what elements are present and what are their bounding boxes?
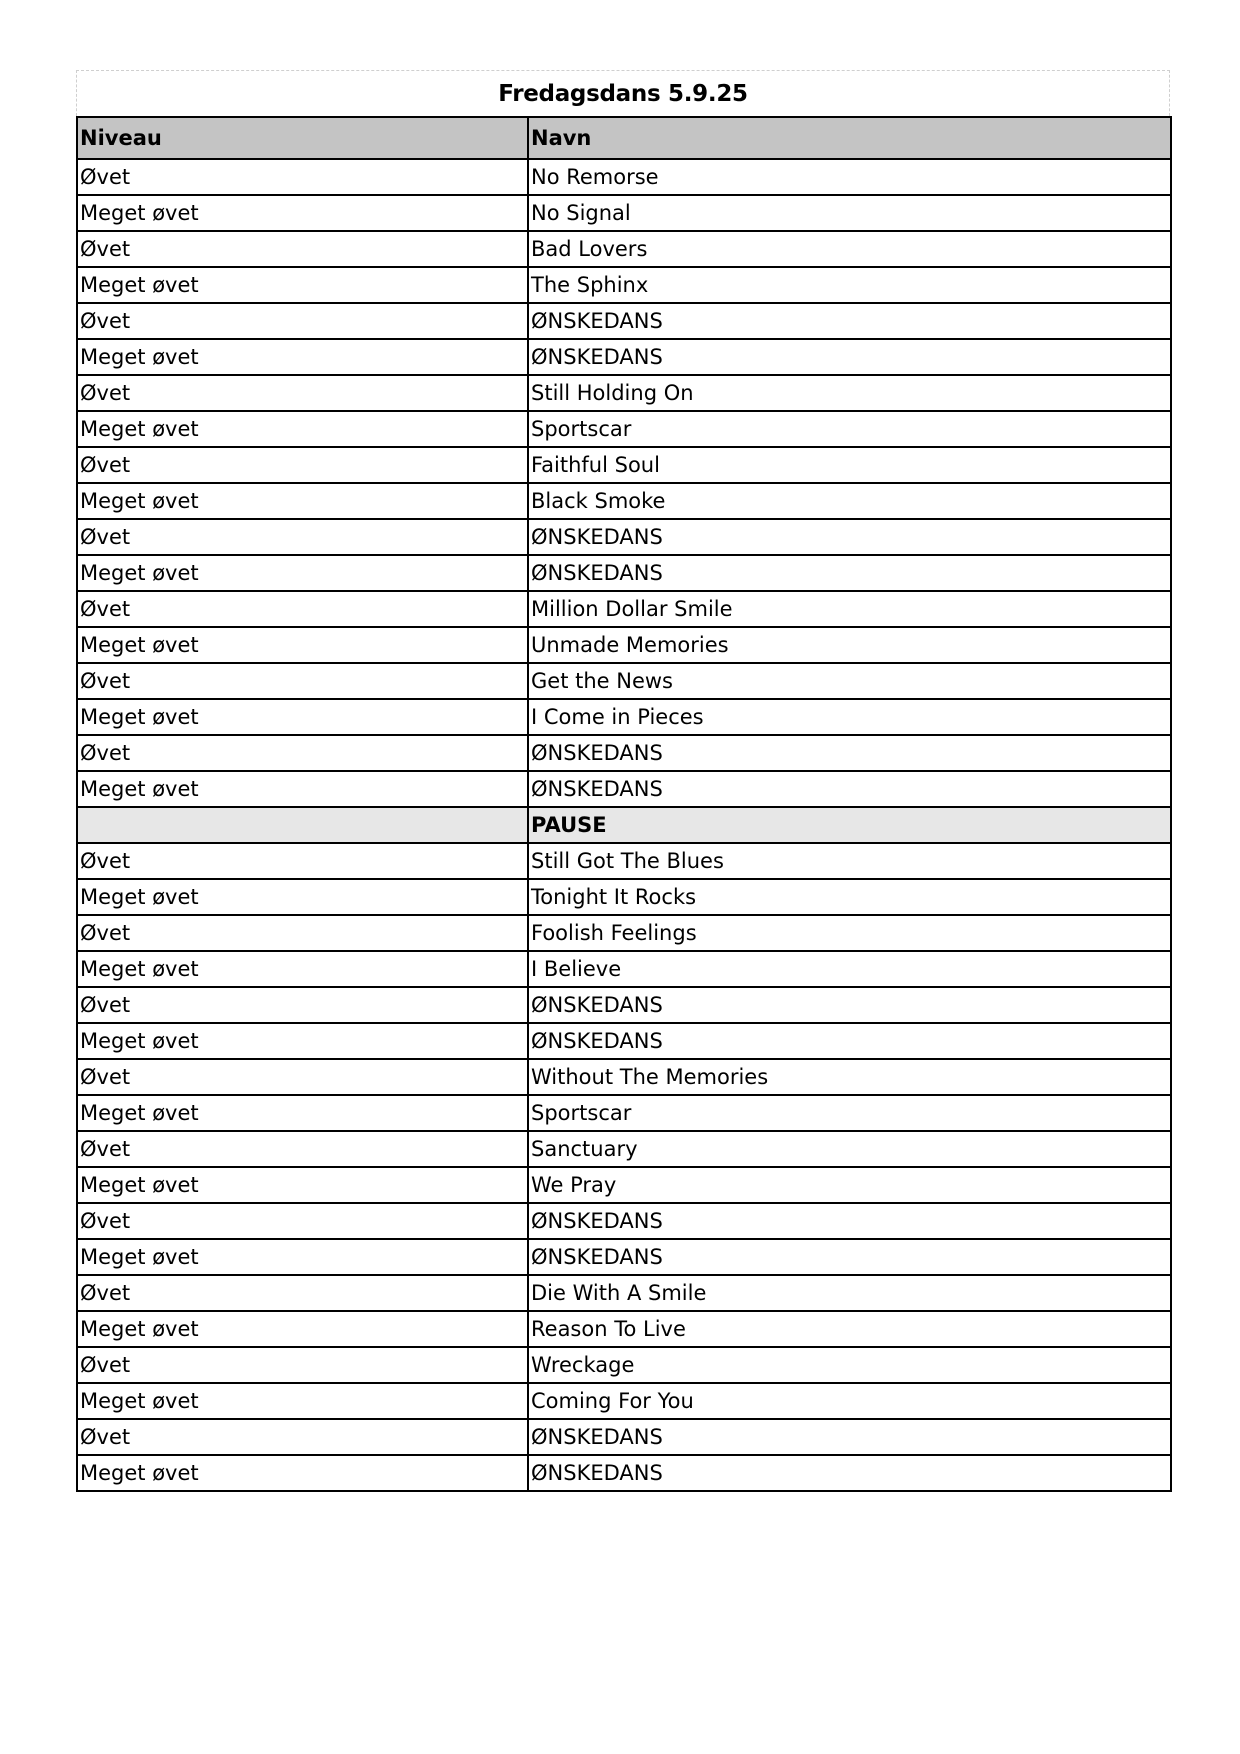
table-row xyxy=(77,339,1171,375)
table-row xyxy=(77,663,1171,699)
level-cell: Meget øvet xyxy=(77,411,528,447)
dance-name-cell: Faithful Soul xyxy=(528,447,1171,483)
title-row xyxy=(76,70,1170,116)
header-row xyxy=(77,117,1171,159)
table-row xyxy=(77,1419,1171,1455)
level-cell: Øvet xyxy=(77,663,528,699)
table-row xyxy=(77,555,1171,591)
dance-name-cell: Get the News xyxy=(528,663,1171,699)
dance-name-cell: Sanctuary xyxy=(528,1131,1171,1167)
dance-table xyxy=(76,116,1172,1492)
level-cell: Øvet xyxy=(77,1419,528,1455)
dance-name-cell: ØNSKEDANS xyxy=(528,987,1171,1023)
level-cell: Meget øvet xyxy=(77,555,528,591)
level-cell: Øvet xyxy=(77,843,528,879)
table-body xyxy=(77,159,1171,1491)
dance-name-cell: Coming For You xyxy=(528,1383,1171,1419)
level-cell: Meget øvet xyxy=(77,771,528,807)
table-row xyxy=(77,987,1171,1023)
dance-name-cell: No Signal xyxy=(528,195,1171,231)
table-row xyxy=(77,1023,1171,1059)
table-row xyxy=(77,951,1171,987)
level-cell: Øvet xyxy=(77,1059,528,1095)
level-cell: Øvet xyxy=(77,1203,528,1239)
level-cell: Meget øvet xyxy=(77,879,528,915)
table-row xyxy=(77,1167,1171,1203)
page-title: Fredagsdans 5.9.25 xyxy=(498,80,748,107)
table-row xyxy=(77,1311,1171,1347)
column-header-name: Navn xyxy=(528,117,1171,159)
table-row xyxy=(77,1455,1171,1491)
table-row xyxy=(77,1131,1171,1167)
level-cell: Øvet xyxy=(77,1131,528,1167)
dance-name-cell: Black Smoke xyxy=(528,483,1171,519)
table-row xyxy=(77,447,1171,483)
column-header-level: Niveau xyxy=(77,117,528,159)
table-row xyxy=(77,771,1171,807)
level-cell: Meget øvet xyxy=(77,1455,528,1491)
table-row xyxy=(77,735,1171,771)
level-cell: Øvet xyxy=(77,1275,528,1311)
dance-name-cell: Unmade Memories xyxy=(528,627,1171,663)
pause-row xyxy=(77,807,1171,843)
dance-name-cell: Sportscar xyxy=(528,1095,1171,1131)
table-row xyxy=(77,1347,1171,1383)
level-cell: Øvet xyxy=(77,159,528,195)
table-row xyxy=(77,267,1171,303)
level-cell xyxy=(77,807,528,843)
table-row xyxy=(77,231,1171,267)
dance-name-cell: ØNSKEDANS xyxy=(528,771,1171,807)
dance-name-cell: ØNSKEDANS xyxy=(528,735,1171,771)
level-cell: Øvet xyxy=(77,375,528,411)
level-cell: Øvet xyxy=(77,519,528,555)
dance-name-cell: ØNSKEDANS xyxy=(528,1455,1171,1491)
level-cell: Meget øvet xyxy=(77,195,528,231)
dance-name-cell: ØNSKEDANS xyxy=(528,1239,1171,1275)
level-cell: Øvet xyxy=(77,303,528,339)
level-cell: Meget øvet xyxy=(77,1023,528,1059)
dance-name-cell: I Come in Pieces xyxy=(528,699,1171,735)
level-cell: Meget øvet xyxy=(77,267,528,303)
level-cell: Meget øvet xyxy=(77,1095,528,1131)
level-cell: Meget øvet xyxy=(77,627,528,663)
table-row xyxy=(77,195,1171,231)
dance-name-cell: ØNSKEDANS xyxy=(528,519,1171,555)
level-cell: Meget øvet xyxy=(77,699,528,735)
table-row xyxy=(77,1275,1171,1311)
table-row xyxy=(77,1095,1171,1131)
table-row xyxy=(77,483,1171,519)
level-cell: Meget øvet xyxy=(77,951,528,987)
table-row xyxy=(77,843,1171,879)
table-row xyxy=(77,879,1171,915)
dance-name-cell: ØNSKEDANS xyxy=(528,555,1171,591)
dance-name-cell: ØNSKEDANS xyxy=(528,1419,1171,1455)
dance-name-cell: ØNSKEDANS xyxy=(528,339,1171,375)
level-cell: Øvet xyxy=(77,231,528,267)
level-cell: Øvet xyxy=(77,591,528,627)
dance-name-cell: Million Dollar Smile xyxy=(528,591,1171,627)
dance-list-sheet xyxy=(76,70,1170,1492)
dance-name-cell: Foolish Feelings xyxy=(528,915,1171,951)
table-row xyxy=(77,699,1171,735)
level-cell: Øvet xyxy=(77,915,528,951)
dance-name-cell: I Believe xyxy=(528,951,1171,987)
table-row xyxy=(77,303,1171,339)
dance-name-cell: No Remorse xyxy=(528,159,1171,195)
dance-name-cell: Tonight It Rocks xyxy=(528,879,1171,915)
dance-name-cell: We Pray xyxy=(528,1167,1171,1203)
dance-name-cell: ØNSKEDANS xyxy=(528,1203,1171,1239)
dance-name-cell: ØNSKEDANS xyxy=(528,303,1171,339)
dance-name-cell: PAUSE xyxy=(528,807,1171,843)
table-row xyxy=(77,519,1171,555)
table-row xyxy=(77,375,1171,411)
level-cell: Meget øvet xyxy=(77,1311,528,1347)
level-cell: Meget øvet xyxy=(77,339,528,375)
table-row xyxy=(77,1239,1171,1275)
level-cell: Meget øvet xyxy=(77,483,528,519)
dance-name-cell: Wreckage xyxy=(528,1347,1171,1383)
table-row xyxy=(77,411,1171,447)
dance-name-cell: Still Holding On xyxy=(528,375,1171,411)
table-row xyxy=(77,591,1171,627)
level-cell: Meget øvet xyxy=(77,1383,528,1419)
dance-name-cell: The Sphinx xyxy=(528,267,1171,303)
dance-name-cell: Sportscar xyxy=(528,411,1171,447)
level-cell: Meget øvet xyxy=(77,1239,528,1275)
dance-name-cell: Reason To Live xyxy=(528,1311,1171,1347)
table-row xyxy=(77,159,1171,195)
level-cell: Øvet xyxy=(77,447,528,483)
dance-name-cell: Bad Lovers xyxy=(528,231,1171,267)
dance-name-cell: Still Got The Blues xyxy=(528,843,1171,879)
dance-name-cell: ØNSKEDANS xyxy=(528,1023,1171,1059)
table-row xyxy=(77,627,1171,663)
level-cell: Øvet xyxy=(77,735,528,771)
level-cell: Øvet xyxy=(77,1347,528,1383)
table-row xyxy=(77,1383,1171,1419)
table-row xyxy=(77,915,1171,951)
table-row xyxy=(77,1059,1171,1095)
level-cell: Øvet xyxy=(77,987,528,1023)
dance-name-cell: Without The Memories xyxy=(528,1059,1171,1095)
dance-name-cell: Die With A Smile xyxy=(528,1275,1171,1311)
table-row xyxy=(77,1203,1171,1239)
level-cell: Meget øvet xyxy=(77,1167,528,1203)
